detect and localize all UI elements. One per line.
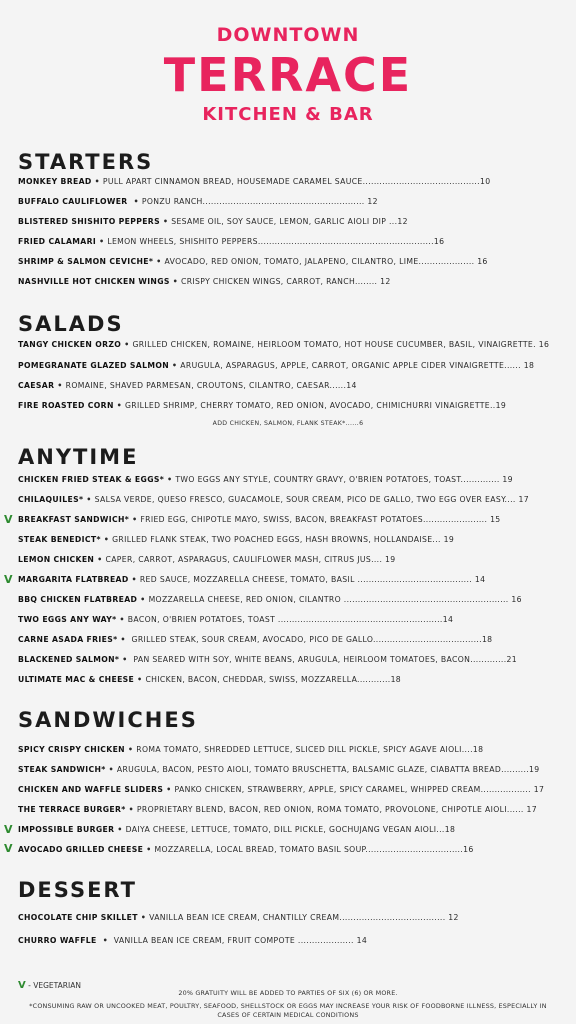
item-name: TANGY CHICKEN ORZO <box>18 340 122 349</box>
gratuity-note: 20% GRATUITY WILL BE ADDED TO PARTIES OF SIX (6) OR MORE. <box>178 989 398 997</box>
item-description: MOZZARELLA, LOCAL BREAD, TOMATO BASIL SOUP...................................16 <box>154 845 474 854</box>
item-description: PANKO CHICKEN, STRAWBERRY, APPLE, SPICY CARAMEL, WHIPPED CREAM.................. 17 <box>174 785 545 794</box>
item-name: CHOCOLATE CHIP SKILLET <box>18 913 138 922</box>
item-description: PROPRIETARY BLEND, BACON, RED ONION, ROMA TOMATO, PROVOLONE, CHIPOTLE AIOLI...... 17 <box>136 805 537 814</box>
item-name: LEMON CHICKEN <box>18 555 95 564</box>
separator-dot: • <box>167 475 173 484</box>
menu-item <box>18 764 540 776</box>
item-description: LEMON WHEELS, SHISHITO PEPPERS...............................................................16 <box>107 237 445 246</box>
section-title-anytime: ANYTIME <box>18 445 139 469</box>
menu-item <box>18 784 544 796</box>
item-description: GRILLED CHICKEN, ROMAINE, HEIRLOOM TOMATO, HOT HOUSE CUCUMBER, BASIL, VINAIGRETTE. 16 <box>132 340 550 349</box>
item-description: GRILLED SHRIMP, CHERRY TOMATO, RED ONION, AVOCADO, CHIMICHURRI VINAIGRETTE..19 <box>125 401 507 410</box>
item-name: THE TERRACE BURGER* <box>18 805 126 814</box>
item-description: GRILLED FLANK STEAK, TWO POACHED EGGS, HASH BROWNS, HOLLANDAISE... 19 <box>112 535 455 544</box>
item-name: TWO EGGS ANY WAY* <box>18 615 117 624</box>
item-name: SPICY CRISPY CHICKEN <box>18 745 125 754</box>
logo-line-kitchen-bar: KITCHEN & BAR <box>202 104 374 125</box>
menu-item <box>18 176 490 188</box>
item-description: TWO EGGS ANY STYLE, COUNTRY GRAVY, O'BRIEN POTATOES, TOAST.............. 19 <box>175 475 513 484</box>
separator-dot: • <box>99 237 105 246</box>
separator-dot: • <box>119 615 125 624</box>
item-name: BLISTERED SHISHITO PEPPERS <box>18 217 160 226</box>
separator-dot: • <box>124 340 130 349</box>
separator-dot: • <box>162 217 169 226</box>
item-name: MONKEY BREAD <box>18 177 92 186</box>
item-name: FRIED CALAMARI <box>18 237 97 246</box>
item-name: CAESAR <box>18 381 55 390</box>
separator-dot: • <box>146 845 152 854</box>
item-name: CHILAQUILES* <box>18 495 84 504</box>
menu-item <box>18 236 444 248</box>
item-name: IMPOSSIBLE BURGER <box>18 825 115 834</box>
item-name: BLACKENED SALMON* <box>18 655 120 664</box>
logo-line-terrace: TERRACE <box>163 48 413 102</box>
separator-dot: • <box>94 177 100 186</box>
separator-dot: • <box>103 535 110 544</box>
item-name: BUFFALO CAULIFLOWER <box>18 197 131 206</box>
item-description: ARUGULA, BACON, PESTO AIOLI, TOMATO BRUSCHETTA, BALSAMIC GLAZE, CIABATTA BREAD..........19 <box>116 765 540 774</box>
item-name: STEAK BENEDICT* <box>18 535 101 544</box>
item-description: CRISPY CHICKEN WINGS, CARROT, RANCH........ 12 <box>181 277 391 286</box>
item-name: ULTIMATE MAC & CHEESE <box>18 675 135 684</box>
menu-item <box>18 514 501 526</box>
health-warning-line2: CASES OF CERTAIN MEDICAL CONDITIONS <box>217 1011 359 1019</box>
item-name: AVOCADO GRILLED CHEESE <box>18 845 144 854</box>
separator-dot: • <box>57 381 63 390</box>
separator-dot: • <box>120 635 126 644</box>
separator-dot: • <box>132 515 138 524</box>
menu-item <box>18 674 401 686</box>
health-warning-line1: *CONSUMING RAW OR UNCOOKED MEAT, POULTRY, SEAFOOD, SHELLSTOCK OR EGGS MAY INCREASE YOUR RISK OF FOODBORNE ILLNESS, ESPECIALLY IN <box>29 1002 547 1010</box>
separator-dot: • <box>102 936 108 945</box>
vegetarian-icon: V <box>4 573 13 586</box>
item-name: MARGARITA FLATBREAD <box>18 575 129 584</box>
menu-item <box>18 554 396 566</box>
item-description: PULL APART CINNAMON BREAD, HOUSEMADE CARAMEL SAUCE..........................................10 <box>102 177 491 186</box>
section-title-starters: STARTERS <box>18 150 154 174</box>
item-description: AVOCADO, RED ONION, TOMATO, JALAPENO, CILANTRO, LIME.................... 16 <box>164 257 488 266</box>
menu-item <box>18 614 453 626</box>
separator-dot: • <box>140 913 147 922</box>
logo-line-downtown: DOWNTOWN <box>216 24 360 46</box>
menu-item <box>18 380 357 392</box>
separator-dot: • <box>140 595 146 604</box>
item-name: CHICKEN AND WAFFLE SLIDERS <box>18 785 164 794</box>
item-name: POMEGRANATE GLAZED SALMON <box>18 361 170 370</box>
separator-dot: • <box>116 401 122 410</box>
legend-label: - VEGETARIAN <box>28 981 81 990</box>
item-description: VANILLA BEAN ICE CREAM, FRUIT COMPOTE .................... 14 <box>110 936 368 945</box>
menu-item <box>18 844 474 856</box>
section-title-sandwiches: SANDWICHES <box>18 708 198 732</box>
item-name: BREAKFAST SANDWICH* <box>18 515 130 524</box>
item-name: CHURRO WAFFLE <box>18 936 100 945</box>
separator-dot: • <box>128 805 134 814</box>
item-name: STEAK SANDWICH* <box>18 765 106 774</box>
menu-item <box>18 912 459 924</box>
section-title-salads: SALADS <box>18 312 124 336</box>
menu-item <box>18 400 506 412</box>
separator-dot: • <box>122 655 128 664</box>
menu-item <box>18 216 408 228</box>
menu-item <box>18 360 534 372</box>
vegetarian-icon: V <box>4 513 13 526</box>
menu-item <box>18 594 522 606</box>
menu-item <box>18 824 455 836</box>
item-description: ARUGULA, ASPARAGUS, APPLE, CARROT, ORGANIC APPLE CIDER VINAIGRETTE...... 18 <box>180 361 535 370</box>
menu-item <box>18 256 488 268</box>
item-description: DAIYA CHEESE, LETTUCE, TOMATO, DILL PICKLE, GOCHUJANG VEGAN AIOLI...18 <box>125 825 456 834</box>
restaurant-logo <box>0 0 576 140</box>
item-name: FIRE ROASTED CORN <box>18 401 114 410</box>
separator-dot: • <box>166 785 172 794</box>
item-description: BACON, O'BRIEN POTATOES, TOAST ...........................................................14 <box>127 615 454 624</box>
item-name: NASHVILLE HOT CHICKEN WINGS <box>18 277 170 286</box>
menu-item <box>18 935 367 947</box>
separator-dot: • <box>127 745 134 754</box>
vegetarian-icon: V <box>4 823 13 836</box>
separator-dot: • <box>137 675 143 684</box>
menu-item <box>18 534 454 546</box>
item-description: MOZZARELLA CHEESE, RED ONION, CILANTRO ........................................................... 16 <box>148 595 522 604</box>
item-description: ROMAINE, SHAVED PARMESAN, CROUTONS, CILANTRO, CAESAR......14 <box>65 381 357 390</box>
item-description: VANILLA BEAN ICE CREAM, CHANTILLY CREAM...................................... 12 <box>149 913 459 922</box>
vegetarian-icon: V <box>4 842 13 855</box>
item-name: CHICKEN FRIED STEAK & EGGS* <box>18 475 165 484</box>
menu-item <box>18 804 537 816</box>
item-description: RED SAUCE, MOZZARELLA CHEESE, TOMATO, BASIL ......................................... 14 <box>139 575 486 584</box>
separator-dot: • <box>117 825 123 834</box>
item-description: CAPER, CARROT, ASPARAGUS, CAULIFLOWER MASH, CITRUS JUS.... 19 <box>105 555 396 564</box>
separator-dot: • <box>86 495 92 504</box>
menu-item <box>18 494 529 506</box>
item-name: CARNE ASADA FRIES* <box>18 635 118 644</box>
item-description: PONZU RANCH.......................................................... 12 <box>141 197 378 206</box>
separator-dot: • <box>97 555 103 564</box>
salad-addon-note: ADD CHICKEN, SALMON, FLANK STEAK*......6 <box>212 420 364 427</box>
item-description: SESAME OIL, SOY SAUCE, LEMON, GARLIC AIOLI DIP ...12 <box>171 217 408 226</box>
menu-item <box>18 196 378 208</box>
item-name: BBQ CHICKEN FLATBREAD <box>18 595 138 604</box>
menu-item <box>18 339 549 351</box>
separator-dot: • <box>131 575 137 584</box>
vegetarian-icon: V <box>18 980 26 991</box>
menu-item <box>18 744 483 756</box>
item-description: CHICKEN, BACON, CHEDDAR, SWISS, MOZZARELLA............18 <box>145 675 402 684</box>
menu-item <box>18 276 391 288</box>
item-name: SHRIMP & SALMON CEVICHE* <box>18 257 154 266</box>
menu-item <box>18 474 513 486</box>
item-description: SALSA VERDE, QUESO FRESCO, GUACAMOLE, SOUR CREAM, PICO DE GALLO, TWO EGG OVER EASY.... 17 <box>94 495 530 504</box>
separator-dot: • <box>133 197 139 206</box>
separator-dot: • <box>172 277 179 286</box>
item-description: FRIED EGG, CHIPOTLE MAYO, SWISS, BACON, BREAKFAST POTATOES....................... 15 <box>140 515 501 524</box>
separator-dot: • <box>156 257 162 266</box>
item-description: ROMA TOMATO, SHREDDED LETTUCE, SLICED DILL PICKLE, SPICY AGAVE AIOLI....18 <box>136 745 484 754</box>
menu-item <box>18 654 517 666</box>
menu-item <box>18 574 485 586</box>
separator-dot: • <box>108 765 114 774</box>
item-description: GRILLED STEAK, SOUR CREAM, AVOCADO, PICO DE GALLO.......................................18 <box>128 635 493 644</box>
menu-item <box>18 634 492 646</box>
section-title-dessert: DESSERT <box>18 878 137 902</box>
item-description: PAN SEARED WITH SOY, WHITE BEANS, ARUGULA, HEIRLOOM TOMATOES, BACON.............21 <box>130 655 518 664</box>
separator-dot: • <box>172 361 178 370</box>
